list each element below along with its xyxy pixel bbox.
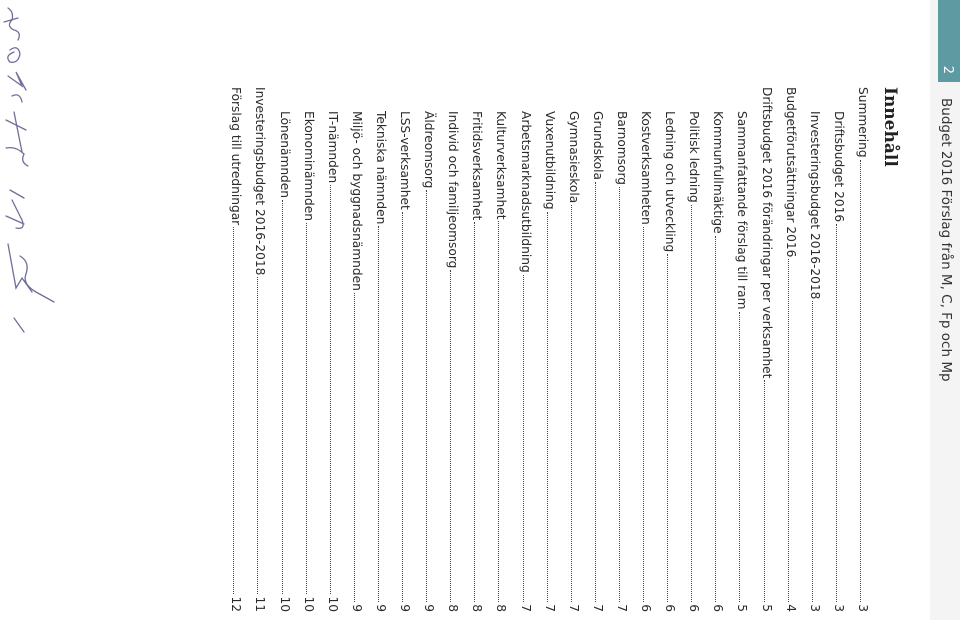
signature-mark xyxy=(4,8,19,40)
toc-entry-page: 4 xyxy=(783,604,798,612)
toc-entry-label: Kostverksamheten xyxy=(639,111,654,225)
toc-entry[interactable] xyxy=(591,87,609,612)
toc-leader-dots xyxy=(547,212,548,603)
toc-entry[interactable] xyxy=(567,87,585,612)
toc-entry-label: IT-nämnden xyxy=(325,111,340,184)
toc-entry-label: Driftsbudget 2016 xyxy=(831,111,846,223)
signature-mark xyxy=(8,48,20,63)
toc-entry-page: 9 xyxy=(349,604,364,612)
toc-leader-dots xyxy=(812,301,813,602)
toc-entry-page: 7 xyxy=(566,604,581,612)
toc-entry-label: Lönenämnden xyxy=(277,111,292,199)
toc-entry-page: 8 xyxy=(470,604,485,612)
toc-leader-dots xyxy=(354,293,355,602)
toc-entry-page: 10 xyxy=(301,596,316,612)
toc-entry[interactable] xyxy=(495,87,513,612)
toc-entry-label: Fritidsverksamhet xyxy=(470,111,485,221)
toc-entry-page: 3 xyxy=(807,604,822,612)
toc-entry-page: 7 xyxy=(615,604,629,612)
signature-mark xyxy=(6,190,24,228)
toc-entry-label: Politisk ledning xyxy=(687,111,702,203)
toc-entry-label: Gymnasieskola xyxy=(566,111,581,204)
toc-leader-dots xyxy=(523,275,524,603)
toc-entry-label: Grundskola xyxy=(590,111,605,180)
toc-leader-dots xyxy=(450,270,451,602)
toc-entry[interactable] xyxy=(519,87,537,612)
toc-entry-page: 6 xyxy=(711,604,726,612)
toc-entry-page: 9 xyxy=(374,604,388,612)
toc-entry[interactable] xyxy=(350,87,368,612)
toc-entry-page: 9 xyxy=(422,604,437,612)
toc-entry-label: Arbetsmarknadsutbildning xyxy=(518,111,533,273)
toc-entry-label: Budgetförutsättningar 2016 xyxy=(783,87,798,258)
page-number-badge xyxy=(938,0,960,82)
toc-entry-label: Äldreomsorg xyxy=(422,111,437,189)
toc-entry-page: 12 xyxy=(229,596,244,612)
toc-entry[interactable] xyxy=(422,87,440,612)
toc-entry-label: Förslag till utredningar xyxy=(229,87,244,226)
toc-leader-dots xyxy=(233,227,234,594)
signature-mark xyxy=(8,72,26,102)
toc-entry-label: Sammanfattande förslag till ram xyxy=(735,111,750,310)
toc-entry[interactable] xyxy=(808,87,826,612)
handwritten-signatures xyxy=(0,0,160,360)
toc-leader-dots xyxy=(282,200,283,594)
toc-leader-dots xyxy=(474,222,475,602)
toc-entry-page: 3 xyxy=(856,604,870,612)
toc-entry[interactable] xyxy=(398,87,416,612)
toc-entry[interactable] xyxy=(639,87,657,612)
toc-entry-label: Ledning och utveckling xyxy=(663,111,678,253)
toc-leader-dots xyxy=(643,227,644,603)
toc-entry-label: Investeringsbudget 2016-2018 xyxy=(807,111,822,300)
toc-entry[interactable] xyxy=(302,87,320,612)
toc-entry-label: Miljö- och byggnadsnämnden xyxy=(349,111,364,291)
toc-leader-dots xyxy=(571,205,572,602)
toc-entry[interactable] xyxy=(446,87,464,612)
toc-entry-label: Kulturverksamhet xyxy=(494,111,509,220)
toc-leader-dots xyxy=(715,236,716,603)
toc-heading: Innehåll xyxy=(880,87,900,167)
toc-leader-dots xyxy=(378,226,379,602)
toc-entry-page: 7 xyxy=(518,604,533,612)
toc-entry[interactable] xyxy=(254,87,272,612)
toc-entry-page: 3 xyxy=(831,604,846,612)
page-number: 2 xyxy=(940,65,955,74)
page-header xyxy=(930,0,960,620)
toc-entry[interactable] xyxy=(760,87,778,612)
toc-entry-page: 6 xyxy=(663,604,678,612)
toc-entry-page: 5 xyxy=(759,604,774,612)
toc-entry[interactable] xyxy=(278,87,296,612)
toc-entry-page: 8 xyxy=(494,604,509,612)
toc-entry-label: Kommunfullmäktige xyxy=(711,111,726,234)
toc-entry[interactable] xyxy=(615,87,633,612)
toc-entry[interactable] xyxy=(711,87,729,612)
signature-mark xyxy=(14,318,24,332)
toc-leader-dots xyxy=(306,223,307,595)
toc-leader-dots xyxy=(764,380,765,602)
toc-entry-page: 10 xyxy=(325,596,340,612)
signature-mark xyxy=(6,112,28,166)
toc-entry-label: Summering xyxy=(856,87,870,158)
toc-entry-page: 7 xyxy=(590,604,605,612)
toc-entry[interactable] xyxy=(832,87,850,612)
toc-leader-dots xyxy=(667,254,668,602)
toc-entry-label: Tekniska nämnden xyxy=(374,111,388,225)
toc-entry-page: 5 xyxy=(735,604,750,612)
toc-leader-dots xyxy=(499,221,500,602)
toc-leader-dots xyxy=(836,224,837,602)
toc-entry-page: 11 xyxy=(253,596,268,612)
toc-entry[interactable] xyxy=(856,87,874,612)
toc-leader-dots xyxy=(595,182,596,602)
toc-entry-page: 6 xyxy=(639,604,654,612)
toc-leader-dots xyxy=(860,160,861,603)
toc-entry[interactable] xyxy=(229,87,247,612)
toc-leader-dots xyxy=(258,277,259,594)
toc-entry-page: 10 xyxy=(277,596,292,612)
toc-leader-dots xyxy=(691,205,692,602)
toc-entry[interactable] xyxy=(470,87,488,612)
toc-leader-dots xyxy=(788,259,789,602)
toc-entry[interactable] xyxy=(687,87,705,612)
toc-entry-page: 8 xyxy=(446,604,461,612)
toc-leader-dots xyxy=(619,187,620,602)
toc-entry[interactable] xyxy=(326,87,344,612)
toc-entry[interactable] xyxy=(663,87,681,612)
toc-entry-page: 6 xyxy=(687,604,702,612)
toc-leader-dots xyxy=(740,312,741,603)
document-title: Budget 2016 Förslag från M, C, Fp och Mp xyxy=(938,98,954,382)
toc-entry-label: LSS-verksamhet xyxy=(398,111,413,210)
toc-entry-label: Investeringsbudget 2016-2018 xyxy=(253,87,268,276)
toc-entry-label: Barnomsorg xyxy=(615,111,629,186)
toc-entry-label: Individ och familjeomsorg xyxy=(446,111,461,269)
toc-entry-label: Ekonominämnden xyxy=(301,111,316,221)
toc-entry-label: Driftsbudget 2016 förändringar per verksamhet xyxy=(759,87,774,379)
toc-entry[interactable] xyxy=(784,87,802,612)
toc-leader-dots xyxy=(330,185,331,594)
toc-leader-dots xyxy=(402,212,403,602)
toc-entry-label: Vuxenutbildning xyxy=(542,111,557,210)
toc-entry[interactable] xyxy=(543,87,561,612)
toc-entry[interactable] xyxy=(736,87,754,612)
toc-leader-dots xyxy=(426,190,427,602)
toc-entry-page: 9 xyxy=(398,604,413,612)
signature-mark xyxy=(8,244,54,302)
toc-entry-page: 7 xyxy=(542,604,557,612)
toc-entry[interactable] xyxy=(374,87,392,612)
